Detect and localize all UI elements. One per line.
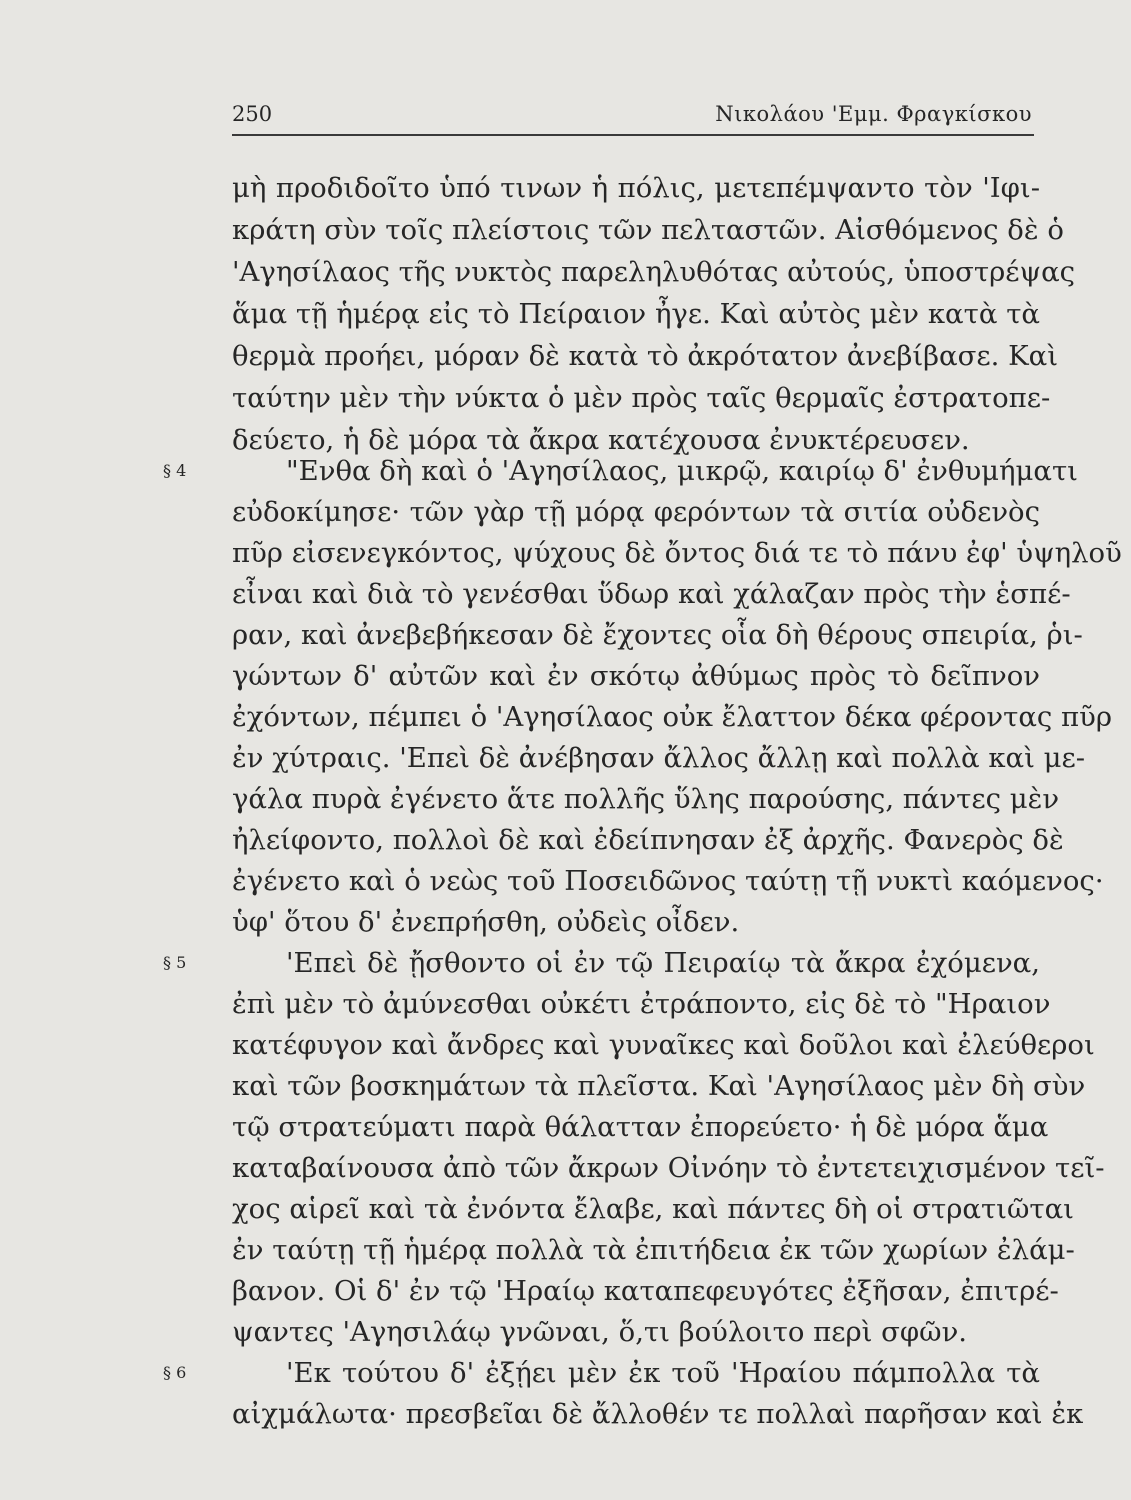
text-line: εἶναι καὶ διὰ τὸ γενέσθαι ὕδωρ καὶ χάλαζαν πρὸς τὴν ἑσπέ- (232, 578, 1071, 610)
page-header (232, 100, 1032, 132)
text-line: αἰχμάλωτα· πρεσβεῖαι δὲ ἄλλοθέν τε πολλαὶ παρῆσαν καὶ ἐκ (232, 1398, 1084, 1430)
section-marker: § 4 (163, 461, 187, 480)
text-line: ἅμα τῇ ἡμέρᾳ εἰς τὸ Πείραιον ἦγε. Καὶ αὐτὸς μὲν κατὰ τὰ (232, 298, 1040, 330)
text-line: γώντων δ' αὐτῶν καὶ ἐν σκότῳ ἀθύμως πρὸς τὸ δεῖπνον (232, 660, 1040, 692)
text-line: 'Επεὶ δὲ ᾔσθοντο οἱ ἐν τῷ Πειραίῳ τὰ ἄκρα ἐχόμενα, (286, 947, 1040, 979)
text-line: γάλα πυρὰ ἐγένετο ἅτε πολλῆς ὕλης παρούσης, πάντες μὲν (232, 783, 1060, 815)
text-line: καὶ τῶν βοσκημάτων τὰ πλεῖστα. Καὶ 'Αγησίλαος μὲν δὴ σὺν (232, 1070, 1086, 1102)
text-line: καταβαίνουσα ἀπὸ τῶν ἄκρων Οἰνόην τὸ ἐντετειχισμένον τεῖ- (232, 1152, 1105, 1184)
text-line: μὴ προδιδοῖτο ὑπό τινων ἡ πόλις, μετεπέμψαντο τὸν 'Ιφι- (232, 172, 1040, 204)
header-rule (232, 134, 1034, 136)
text-line: 'Εκ τούτου δ' ἐξῄει μὲν ἐκ τοῦ 'Ηραίου πάμπολλα τὰ (286, 1357, 1040, 1389)
text-line: κατέφυγον καὶ ἄνδρες καὶ γυναῖκες καὶ δοῦλοι καὶ ἐλεύθεροι (232, 1029, 1095, 1061)
section-marker: § 5 (163, 953, 187, 972)
running-head: Νικολάου 'Εμμ. Φραγκίσκου (715, 102, 1032, 126)
text-line: 'Αγησίλαος τῆς νυκτὸς παρεληλυθότας αὐτούς, ὑποστρέψας (232, 256, 1076, 288)
text-line: "Ενθα δὴ καὶ ὁ 'Αγησίλαος, μικρῷ, καιρίῳ δ' ἐνθυμήματι (286, 455, 1078, 487)
text-line: ἠλείφοντο, πολλοὶ δὲ καὶ ἐδείπνησαν ἐξ ἀρχῆς. Φανερὸς δὲ (232, 824, 1064, 856)
section-marker: § 6 (163, 1363, 187, 1382)
text-line: βανον. Οἱ δ' ἐν τῷ 'Ηραίῳ καταπεφευγότες ἐξῆσαν, ἐπιτρέ- (232, 1275, 1059, 1307)
page-number: 250 (232, 102, 273, 126)
text-line: ταύτην μὲν τὴν νύκτα ὁ μὲν πρὸς ταῖς θερμαῖς ἐστρατοπε- (232, 382, 1051, 414)
text-line: θερμὰ προήει, μόραν δὲ κατὰ τὸ ἀκρότατον ἀνεβίβασε. Καὶ (232, 340, 1058, 372)
text-line: ἐν ταύτῃ τῇ ἡμέρᾳ πολλὰ τὰ ἐπιτήδεια ἐκ τῶν χωρίων ἐλάμ- (232, 1234, 1075, 1266)
text-line: ὑφ' ὅτου δ' ἐνεπρήσθη, οὐδεὶς οἶδεν. (232, 906, 740, 938)
text-line: τῷ στρατεύματι παρὰ θάλατταν ἐπορεύετο· ἡ δὲ μόρα ἅμα (232, 1111, 1049, 1143)
text-line: χος αἱρεῖ καὶ τὰ ἐνόντα ἔλαβε, καὶ πάντες δὴ οἱ στρατιῶται (232, 1193, 1074, 1225)
text-line: ψαντες 'Αγησιλάῳ γνῶναι, ὅ,τι βούλοιτο περὶ σφῶν. (232, 1316, 968, 1348)
text-line: ἐν χύτραις. 'Επεὶ δὲ ἀνέβησαν ἄλλος ἄλλῃ καὶ πολλὰ καὶ με- (232, 742, 1086, 774)
text-line: ἐγένετο καὶ ὁ νεὼς τοῦ Ποσειδῶνος ταύτῃ τῇ νυκτὶ καόμενος· (232, 865, 1104, 897)
text-line: κράτη σὺν τοῖς πλείστοις τῶν πελταστῶν. Αἰσθόμενος δὲ ὁ (232, 214, 1064, 246)
text-line: ἐχόντων, πέμπει ὁ 'Αγησίλαος οὐκ ἔλαττον δέκα φέροντας πῦρ (232, 701, 1112, 733)
text-line: ἐπὶ μὲν τὸ ἀμύνεσθαι οὐκέτι ἐτράποντο, εἰς δὲ τὸ "Ηραιον (232, 988, 1051, 1020)
text-line: δεύετο, ἡ δὲ μόρα τὰ ἄκρα κατέχουσα ἐνυκτέρευσεν. (232, 424, 970, 456)
text-line: πῦρ εἰσενεγκόντος, ψύχους δὲ ὄντος διά τε τὸ πάνυ ἐφ' ὑψηλοῦ (232, 537, 1122, 569)
text-line: ραν, καὶ ἀνεβεβήκεσαν δὲ ἔχοντες οἷα δὴ θέρους σπειρία, ῥι- (232, 619, 1083, 651)
text-line: εὐδοκίμησε· τῶν γὰρ τῇ μόρᾳ φερόντων τὰ σιτία οὐδενὸς (232, 496, 1040, 528)
